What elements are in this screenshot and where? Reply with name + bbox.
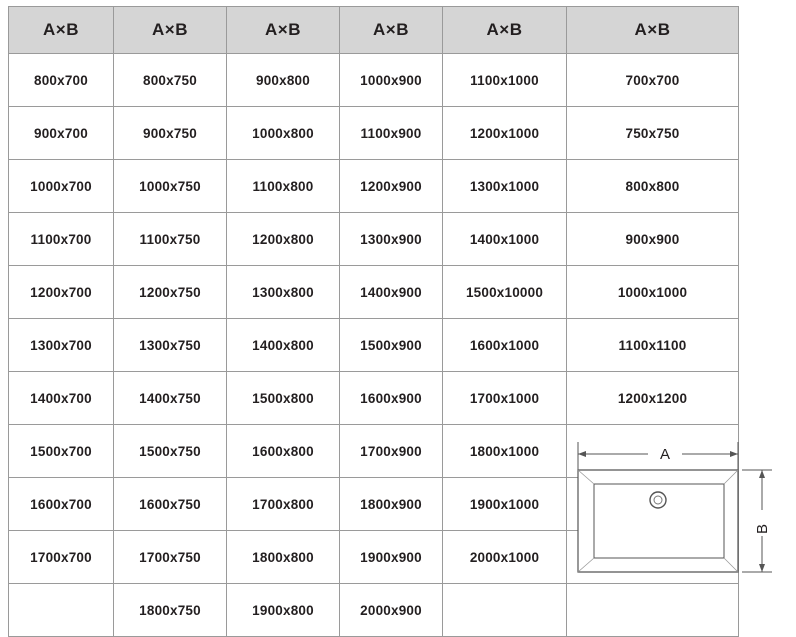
size-cell: 1300x800 [227,266,340,319]
size-cell: 1400x750 [114,372,227,425]
size-cell: 1400x700 [9,372,114,425]
size-cell: 900x750 [114,107,227,160]
size-cell-empty [443,584,567,637]
size-cell: 1900x900 [340,531,443,584]
dimension-label-a: A [659,446,671,463]
column-header-1: A×B [114,7,227,54]
column-header-3: A×B [340,7,443,54]
size-cell: 1900x800 [227,584,340,637]
size-cell-empty [9,584,114,637]
size-cell: 800x800 [567,160,739,213]
size-cell: 1700x900 [340,425,443,478]
size-cell: 1800x800 [227,531,340,584]
size-cell: 1300x750 [114,319,227,372]
size-cell: 1900x1000 [443,478,567,531]
size-cell: 1800x900 [340,478,443,531]
size-cell: 900x800 [227,54,340,107]
size-cell: 2000x1000 [443,531,567,584]
size-cell: 1200x800 [227,213,340,266]
drain-inner-icon [654,496,662,504]
size-cell: 1300x1000 [443,160,567,213]
column-header-4: A×B [443,7,567,54]
size-cell: 2000x900 [340,584,443,637]
size-cell: 1200x700 [9,266,114,319]
table-row [9,319,739,372]
size-cell: 1600x900 [340,372,443,425]
size-cell: 1100x900 [340,107,443,160]
size-cell: 700x700 [567,54,739,107]
size-cell: 1400x900 [340,266,443,319]
size-cell: 1200x900 [340,160,443,213]
size-cell: 1300x900 [340,213,443,266]
size-cell: 1200x750 [114,266,227,319]
dimension-label-b: B [754,523,771,535]
table-row [9,213,739,266]
size-cell: 1600x750 [114,478,227,531]
size-cell: 1000x1000 [567,266,739,319]
table-row [9,160,739,213]
size-cell: 1100x1000 [443,54,567,107]
size-cell: 900x900 [567,213,739,266]
size-cell: 1500x900 [340,319,443,372]
column-header-5: A×B [567,7,739,54]
table-row [9,54,739,107]
size-cell: 1200x1200 [567,372,739,425]
size-cell: 1600x1000 [443,319,567,372]
size-cell: 1800x1000 [443,425,567,478]
column-header-2: A×B [227,7,340,54]
size-cell: 1700x800 [227,478,340,531]
size-cell: 1400x1000 [443,213,567,266]
size-cell: 1000x700 [9,160,114,213]
column-header-0: A×B [9,7,114,54]
size-cell: 1000x800 [227,107,340,160]
size-cell: 800x750 [114,54,227,107]
size-cell: 1100x750 [114,213,227,266]
size-cell: 750x750 [567,107,739,160]
table-row [9,266,739,319]
size-cell: 1300x700 [9,319,114,372]
size-cell: 1700x750 [114,531,227,584]
size-cell: 1000x900 [340,54,443,107]
size-cell: 1500x10000 [443,266,567,319]
size-cell: 1000x750 [114,160,227,213]
size-cell: 1600x800 [227,425,340,478]
size-cell: 800x700 [9,54,114,107]
table-row [9,372,739,425]
size-cell: 1700x1000 [443,372,567,425]
table-row [9,107,739,160]
size-cell: 1700x700 [9,531,114,584]
size-cell: 1100x1100 [567,319,739,372]
size-cell: 1200x1000 [443,107,567,160]
size-cell: 1500x700 [9,425,114,478]
size-cell: 1500x800 [227,372,340,425]
size-cell: 900x700 [9,107,114,160]
size-cell: 1400x800 [227,319,340,372]
table-header-row [9,7,739,54]
size-cell: 1100x800 [227,160,340,213]
size-cell: 1600x700 [9,478,114,531]
size-cell: 1500x750 [114,425,227,478]
size-cell: 1100x700 [9,213,114,266]
size-cell: 1800x750 [114,584,227,637]
shower-tray-diagram [570,432,786,610]
